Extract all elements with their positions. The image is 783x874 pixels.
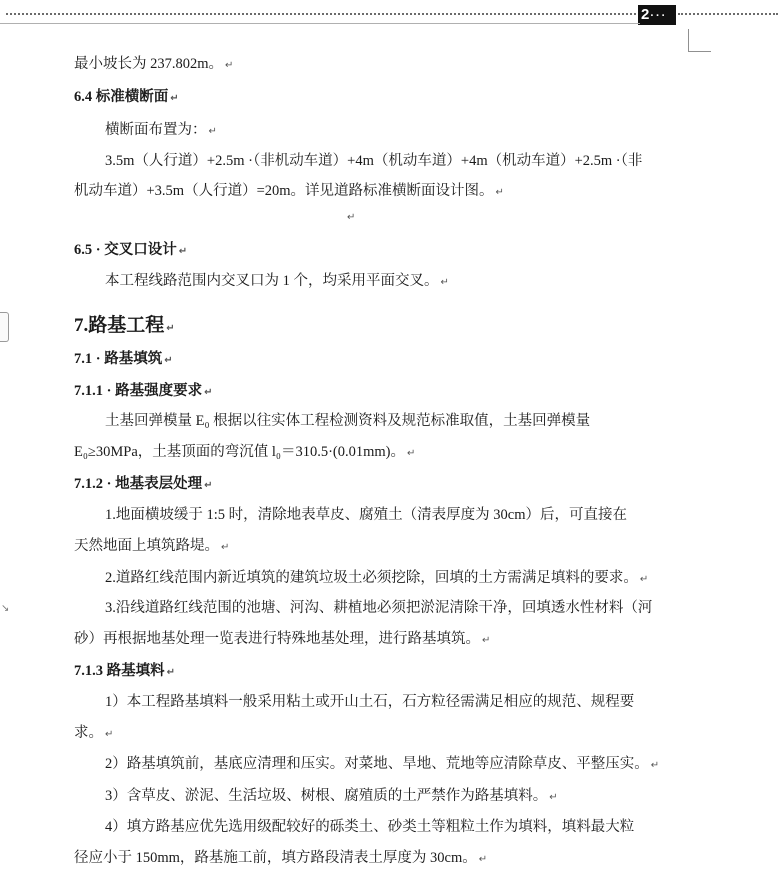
body-text-line: 本工程线路范围内交叉口为 1 个，均采用平面交叉。 ↵ <box>105 273 449 289</box>
subsection-heading: 7.1.3 路基填料 ↵ <box>74 663 176 679</box>
paragraph-mark-icon: ↵ <box>221 542 230 553</box>
paragraph-mark-icon: ↵ <box>225 60 234 71</box>
body-text-line: 最小坡长为 237.802m。 ↵ <box>74 56 234 72</box>
body-text-line: 1.地面横坡缓于 1:5 时，清除地表草皮、腐殖土（清表厚度为 30cm）后，可直接在 <box>105 507 627 523</box>
body-text-line: 天然地面上填筑路堤。 ↵ <box>74 538 230 554</box>
paragraph-mark-icon: ↵ <box>105 729 114 740</box>
paragraph-mark-icon: ↵ <box>478 854 488 865</box>
paragraph-mark-icon: ↵ <box>204 480 213 491</box>
paragraph-mark-icon: ↵ <box>170 93 179 104</box>
margin-corner-mark <box>688 29 711 52</box>
header-divider <box>0 23 640 24</box>
section-heading: 7.1 · 路基填筑 ↵ <box>74 351 173 367</box>
page-header-bar <box>0 0 783 26</box>
section-heading: 6.5 · 交叉口设计 ↵ <box>74 242 188 258</box>
paragraph-mark-icon: ↵ <box>440 277 449 288</box>
header-dotted-rule-right <box>678 13 778 15</box>
paragraph-mark-icon: ↵ <box>482 635 491 646</box>
body-text-line: 1）本工程路基填料一般采用粘土或开山土石，石方粒径需满足相应的规范、规程要 <box>105 694 635 710</box>
paragraph-mark-icon: ↵ <box>208 126 217 137</box>
body-text-line: 3.沿线道路红线范围的池塘、河沟、耕植地必须把淤泥清除干净，回填透水性材料（河 <box>105 600 653 616</box>
body-text-line: 机动车道）+3.5m（人行道）=20m。详见道路标准横断面设计图。 ↵ <box>74 183 504 199</box>
body-text-line: E₀≥30MPa，土基顶面的弯沉值 l₀＝310.5·(0.01mm)。 ↵ <box>74 444 416 460</box>
chapter-heading: 7.路基工程 ↵ <box>74 315 175 336</box>
paragraph-mark-icon: ↵ <box>639 574 649 585</box>
header-dotted-rule-left <box>6 13 636 15</box>
paragraph-mark-icon: ↵ <box>495 187 504 198</box>
paragraph-mark-icon: ↵ <box>347 212 356 223</box>
collapse-arrow-icon[interactable]: ↘ <box>1 603 10 614</box>
paragraph-mark-icon: ↵ <box>407 448 416 459</box>
body-text-line: 径应小于 150mm，路基施工前，填方路段清表土厚度为 30cm。 ↵ <box>74 850 488 866</box>
left-margin-marker[interactable] <box>0 312 9 342</box>
body-text-line: 求。 ↵ <box>74 725 114 741</box>
paragraph-mark-icon: ↵ <box>549 792 558 803</box>
paragraph-mark-icon: ↵ <box>178 246 188 257</box>
paragraph-mark-icon: ↵ <box>166 667 176 678</box>
paragraph-mark-icon: ↵ <box>650 760 660 771</box>
body-text-line: 土基回弹模量 E₀ 根据以往实体工程检测资料及规范标准取值，土基回弹模量 <box>105 413 591 429</box>
body-text-line: 3.5m（人行道）+2.5m ·（非机动车道）+4m（机动车道）+4m（机动车道）+2.5m ·（非 <box>105 153 643 169</box>
page-number: 2 <box>641 6 651 23</box>
paragraph-mark-icon: ↵ <box>166 323 175 334</box>
subsection-heading: 7.1.2 · 地基表层处理 ↵ <box>74 476 213 492</box>
page-number-badge <box>638 5 676 25</box>
paragraph-mark-icon: ↵ <box>204 387 213 398</box>
page-number-suffix: ··· <box>650 10 668 22</box>
paragraph-mark-icon: ↵ <box>164 355 173 366</box>
body-text-line: 砂）再根据地基处理一览表进行特殊地基处理，进行路基填筑。 ↵ <box>74 631 491 647</box>
body-text-line: 2）路基填筑前，基底应清理和压实。对菜地、旱地、荒地等应清除草皮、平整压实。 ↵ <box>105 756 660 772</box>
body-text-line: 2.道路红线范围内新近填筑的建筑垃圾土必须挖除，回填的土方需满足填料的要求。 ↵ <box>105 570 649 586</box>
body-text-line: 4）填方路基应优先选用级配较好的砾类土、砂类土等粗粒土作为填料，填料最大粒 <box>105 819 635 835</box>
subsection-heading: 7.1.1 · 路基强度要求 ↵ <box>74 383 213 399</box>
section-heading: 6.4 标准横断面 ↵ <box>74 89 179 105</box>
body-text-line: 横断面布置为： ↵ <box>105 122 217 138</box>
body-text-line: 3）含草皮、淤泥、生活垃圾、树根、腐殖质的土严禁作为路基填料。 ↵ <box>105 788 558 804</box>
